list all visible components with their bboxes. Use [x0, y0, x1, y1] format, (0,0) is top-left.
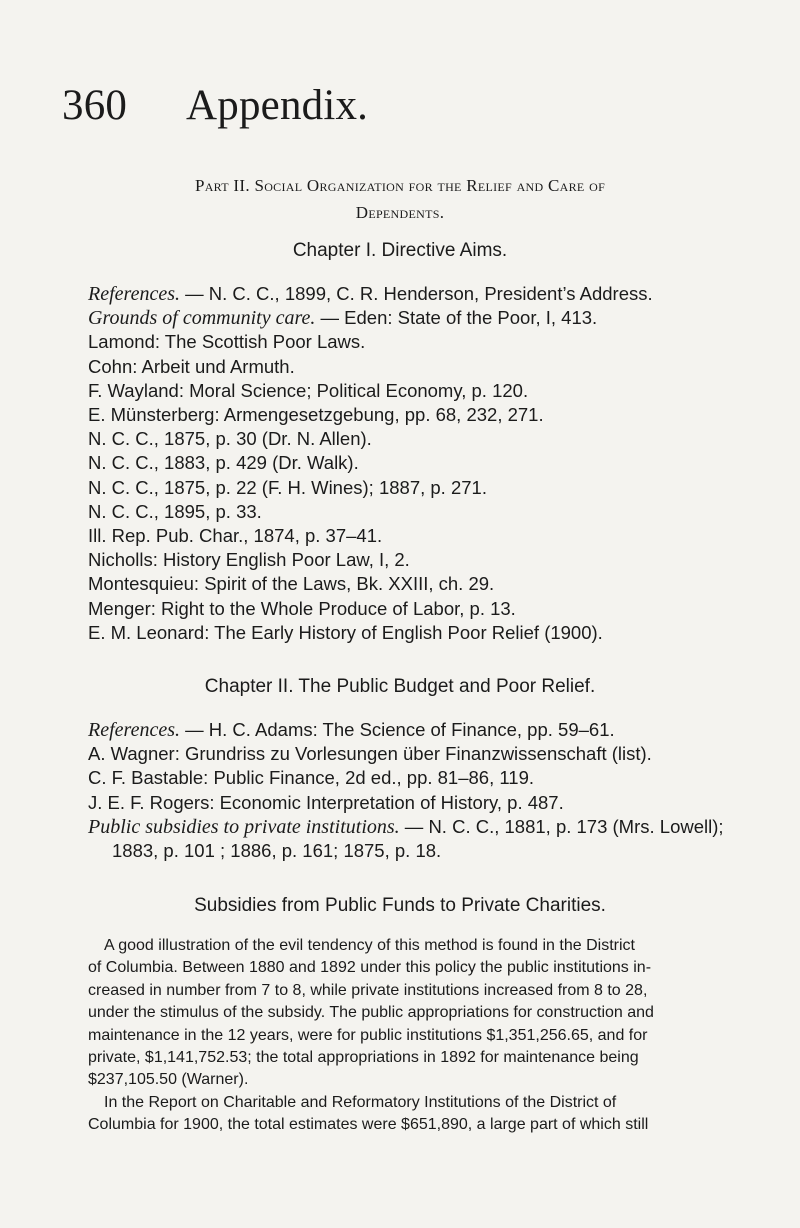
paragraph-text: Columbia for 1900, the total estimates were $651,890, a large part of which still: [88, 1116, 649, 1134]
reference-text: 1883, p. 101 ; 1886, p. 161; 1875, p. 18.: [112, 840, 442, 862]
reference-text: — Eden: State of the Poor, I, 413.: [315, 307, 598, 329]
reference-line: [88, 572, 768, 596]
paragraph-text: In the Report on Charitable and Reformatory Institutions of the District of: [104, 1093, 617, 1111]
paragraph-text: maintenance in the 12 years, were for public institutions $1,351,256.65, and for: [88, 1026, 648, 1044]
part-title-line-1: Part II. Social Organization for the Relief and Care of: [194, 176, 606, 195]
reference-line: [88, 815, 768, 839]
reference-lead: Public subsidies to private institutions.: [88, 815, 400, 838]
reference-text: N. C. C., 1875, p. 22 (F. H. Wines); 1887, p. 271.: [88, 476, 487, 498]
reference-line: [88, 451, 768, 475]
reference-line: [88, 306, 768, 330]
running-title: Appendix.: [186, 82, 369, 129]
paragraph-line: [88, 1092, 760, 1114]
reference-line: [88, 742, 768, 766]
paragraph-line: [88, 1047, 760, 1069]
reference-text: Nicholls: History English Poor Law, I, 2.: [88, 549, 410, 571]
part-title: [60, 172, 740, 226]
reference-line: [88, 718, 768, 742]
paragraph-line: [88, 980, 760, 1002]
subsidies-heading: Subsidies from Public Funds to Private Charities.: [194, 895, 606, 916]
reference-text: Ill. Rep. Pub. Char., 1874, p. 37–41.: [88, 525, 383, 547]
paragraph-text: under the stimulus of the subsidy. The public appropriations for construction and: [88, 1004, 654, 1022]
paragraph-line: [88, 935, 760, 957]
reference-text: Menger: Right to the Whole Produce of Labor, p. 13.: [88, 597, 516, 619]
reference-text: A. Wagner: Grundriss zu Vorlesungen über Finanzwissenschaft (list).: [88, 743, 652, 765]
reference-line: [88, 500, 768, 524]
reference-line: [88, 330, 768, 354]
paragraph-text: $237,105.50 (Warner).: [88, 1071, 249, 1089]
reference-line: [88, 766, 768, 790]
reference-line: [88, 403, 768, 427]
chapter-1-references: [88, 282, 768, 645]
reference-text: E. Münsterberg: Armengesetzgebung, pp. 68, 232, 271.: [88, 404, 544, 426]
paragraph-line: [88, 1114, 760, 1136]
reference-text: C. F. Bastable: Public Finance, 2d ed., pp. 81–86, 119.: [88, 767, 534, 789]
part-title-line-2: Dependents.: [355, 203, 445, 222]
reference-line: [88, 524, 768, 548]
chapter-2-heading: Chapter II. The Public Budget and Poor Relief.: [204, 676, 596, 697]
paragraph-line: [88, 1025, 760, 1047]
reference-text: J. E. F. Rogers: Economic Interpretation of History, p. 487.: [88, 791, 564, 813]
reference-line: [88, 355, 768, 379]
reference-text: Cohn: Arbeit und Armuth.: [88, 355, 295, 377]
page-number: 360: [62, 82, 128, 129]
paragraph-text: A good illustration of the evil tendency of this method is found in the District: [104, 937, 635, 954]
paragraph-text: of Columbia. Between 1880 and 1892 under this policy the public institutions in-: [88, 959, 652, 977]
reference-text: N. C. C., 1895, p. 33.: [88, 500, 262, 522]
reference-line: [88, 597, 768, 621]
reference-line: [88, 621, 768, 645]
reference-lead: Grounds of community care.: [88, 307, 316, 330]
paragraph-line: [88, 957, 760, 979]
reference-line: [88, 427, 768, 451]
reference-text: N. C. C., 1875, p. 30 (Dr. N. Allen).: [88, 428, 372, 450]
reference-line: [88, 791, 768, 815]
chapter-2-references: [88, 718, 768, 863]
paragraph-line: [88, 1069, 760, 1091]
paragraph-text: private, $1,141,752.53; the total appropriations in 1892 for maintenance being: [88, 1049, 639, 1067]
reference-text: F. Wayland: Moral Science; Political Economy, p. 120.: [88, 379, 529, 401]
paragraph-text: creased in number from 7 to 8, while private institutions increased from 8 to 28,: [88, 981, 648, 999]
reference-text: Montesquieu: Spirit of the Laws, Bk. XXIII, ch. 29.: [88, 573, 495, 595]
running-head: [62, 84, 368, 127]
reference-line: [88, 379, 768, 403]
reference-text: — N. C. C., 1881, p. 173 (Mrs. Lowell);: [399, 815, 724, 837]
reference-line: [88, 548, 768, 572]
reference-line: [88, 839, 768, 863]
reference-lead: References.: [88, 719, 180, 741]
chapter-1-heading: Chapter I. Directive Aims.: [292, 240, 508, 261]
reference-line: [88, 476, 768, 500]
reference-text: — N. C. C., 1899, C. R. Henderson, President’s Address.: [179, 283, 653, 304]
paragraph-line: [88, 1002, 760, 1024]
reference-text: — H. C. Adams: The Science of Finance, pp. 59–61.: [179, 719, 615, 740]
reference-lead: References.: [88, 283, 180, 305]
reference-line: [88, 282, 768, 306]
reference-text: N. C. C., 1883, p. 429 (Dr. Walk).: [88, 452, 359, 474]
reference-text: E. M. Leonard: The Early History of English Poor Relief (1900).: [88, 621, 603, 643]
subsidies-body: [88, 935, 760, 1137]
reference-text: Lamond: The Scottish Poor Laws.: [88, 331, 366, 353]
